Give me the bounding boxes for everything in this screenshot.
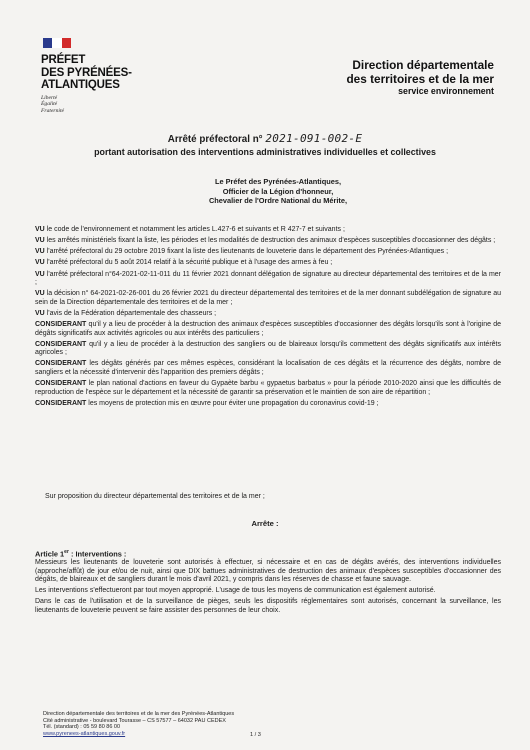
consideration-text: l'arrêté préfectoral du 5 août 2014 relatif à la sécurité publique et à l'usage des armes à feu ; — [44, 259, 333, 267]
consideration-keyword: CONSIDERANT — [35, 321, 87, 329]
article-1-paragraph: Les interventions s'effectueront par tout moyen approprié. L'usage de tous les moyens de communication est également autorisé. — [35, 587, 436, 595]
consideration-item — [35, 380, 501, 397]
consideration-item — [35, 400, 501, 409]
article-1-heading: Article 1er : Interventions : — [35, 549, 127, 559]
consideration-text: l'arrêté préfectoral du 29 octobre 2019 fixant la liste des lieutenants de louveterie dans le département des Pyrénées-Atlantiques ; — [44, 248, 449, 256]
consideration-item — [35, 360, 501, 377]
consideration-text: les moyens de protection mis en œuvre pour éviter une propagation du coronavirus covid-19 ; — [86, 399, 379, 407]
consideration-item — [35, 248, 501, 257]
marianne-icon — [49, 38, 63, 48]
considerations-list — [35, 226, 501, 411]
article-1-paragraph: Dans le cas de l'utilisation et de la surveillance de pièges, seuls les dispositifs réglementaires sont autorisés, concernant la surveillance, les lieutenants de louveterie peuvent se faire assister des personnes de leur choix. — [35, 597, 501, 614]
page-number: 1 / 3 — [250, 732, 261, 738]
consideration-keyword: VU — [35, 259, 45, 267]
consideration-text: le plan national d'actions en faveur du Gypaète barbu « gypaetus barbatus » pour la période 2010-2020 ainsi que les difficultés de reproduction de l'espèce sur le département et la nécessité de garantir sa préservation et le maintien de son aire de répartition ; — [35, 380, 501, 396]
republic-motto: Liberté Égalité Fraternité — [41, 94, 64, 114]
proposal-line: Sur proposition du directeur départemental des territoires et de la mer ; — [45, 493, 265, 500]
prefecture-logo — [41, 38, 161, 114]
consideration-item — [35, 237, 501, 246]
decree-operative-word: Arrête : — [251, 519, 279, 528]
document-title — [0, 132, 530, 158]
handwritten-number: 2021-091-002-E — [265, 132, 363, 145]
consideration-text: qu'il y a lieu de procéder à la destruction des animaux d'espèces susceptibles d'occasionner des dégâts lorsqu'ils sont à l'origine de dégâts significatifs aux activités agricoles ou aux intérêts des particuliers ; — [35, 321, 501, 337]
consideration-item — [35, 226, 501, 235]
consideration-keyword: VU — [35, 237, 45, 245]
consideration-keyword: CONSIDERANT — [35, 380, 87, 388]
page-footer: Direction départementale des territoires et de la mer des Pyrénées-Atlantiques Cité administrative - boulevard Tourasse – CS 57577 – 64032 PAU CEDEX Tél. (standard) : 05 59 80 86 00 www.pyrenees-atlantiques.gouv.fr — [43, 711, 235, 738]
consideration-text: l'avis de la Fédération départementale des chasseurs ; — [44, 309, 217, 317]
consideration-keyword: VU — [35, 290, 45, 298]
consideration-item — [35, 321, 501, 338]
footer-website-link[interactable]: www.pyrenees-atlantiques.gouv.fr — [43, 731, 126, 738]
consideration-keyword: VU — [35, 248, 45, 256]
consideration-text: les dégâts générés par ces mêmes espèces, considérant la localisation de ces dégâts et la récurrence des dégâts, nombre de sangliers et la nécessité d'intervenir dès l'apparition des premiers dégâts ; — [35, 360, 501, 376]
article-1-paragraph: Messieurs les lieutenants de louveterie sont autorisés à effectuer, si nécessaire et en cas de dégâts avérés, des interventions individuelles (approche/affût) de jour et/ou de nuit, ainsi que DIX battues administratives de destruction des animaux d'espèces susceptibles d'occasionner des dégâts, de blaireaux et de sangliers durant le mois d'avril 2021, y compris dans les réserves de chasse et faune sauvage. — [35, 559, 501, 584]
consideration-keyword: VU — [35, 270, 45, 278]
consideration-text: le code de l'environnement et notamment les articles L.427-6 et suivants et R 427-7 et suivants ; — [44, 226, 345, 233]
consideration-text: la décision n° 64-2021-02-26-001 du 26 février 2021 du directeur départemental des territoires et de la mer donnant subdélégation de signature au sein de la Direction départementale des territoires et de la mer ; — [35, 290, 501, 306]
consideration-item — [35, 290, 501, 307]
consideration-keyword: CONSIDERANT — [35, 340, 87, 348]
consideration-text: les arrêtés ministériels fixant la liste, les périodes et les modalités de destruction des animaux d'espèces susceptibles d'occasionner des dégâts ; — [44, 237, 496, 245]
consideration-text: l'arrêté préfectoral n°64-2021-02-11-011 du 11 février 2021 donnant délégation de signature au directeur départemental des territoires et de la mer ; — [35, 270, 501, 287]
consideration-keyword: VU — [35, 226, 45, 233]
consideration-item — [35, 259, 501, 268]
consideration-keyword: CONSIDERANT — [35, 399, 87, 407]
consideration-keyword: VU — [35, 309, 45, 317]
consideration-text: qu'il y a lieu de procéder à la destruction des sangliers ou de blaireaux lorsqu'ils commettent des dégâts significatifs aux intérêts agricoles ; — [35, 340, 501, 357]
consideration-item — [35, 310, 501, 319]
logo-name: PRÉFET DES PYRÉNÉES- ATLANTIQUES — [41, 54, 132, 91]
consideration-item — [35, 341, 501, 358]
decree-number: Arrêté préfectoral n° 2021-091-002-E — [167, 132, 363, 145]
prefect-titles: Le Préfet des Pyrénées-Atlantiques, Officier de la Légion d'honneur, Chevalier de l'Ordre National du Mérite, — [208, 177, 348, 206]
issuing-direction: Direction départementale des territoires et de la mer service environnement — [346, 58, 494, 96]
consideration-item — [35, 271, 501, 288]
decree-subtitle: portant autorisation des interventions administratives individuelles et collectives — [94, 147, 436, 157]
article-1 — [35, 548, 501, 617]
consideration-keyword: CONSIDERANT — [35, 360, 87, 368]
